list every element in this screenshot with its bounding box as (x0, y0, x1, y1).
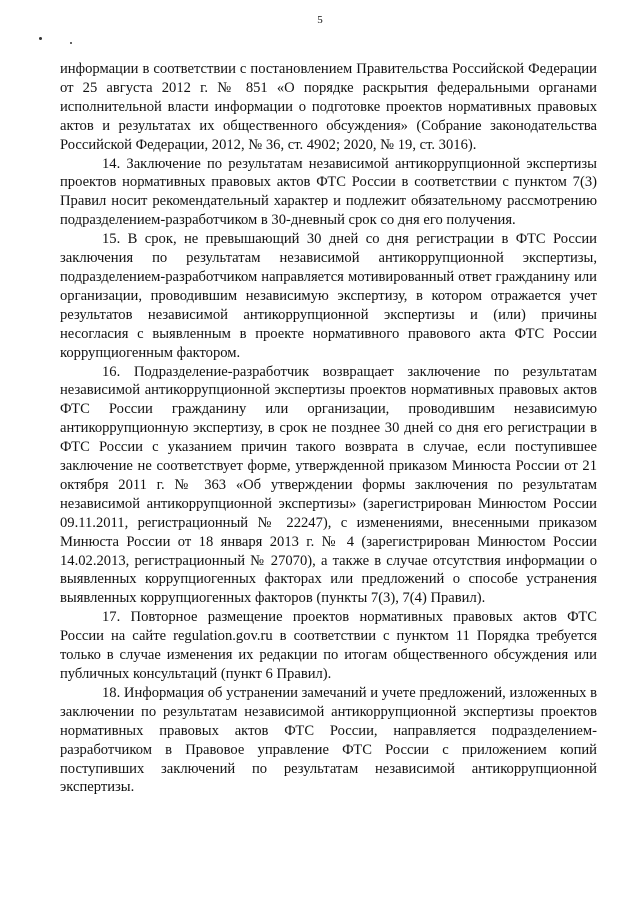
paragraph-15: 15. В срок, не превышающий 30 дней со дня регистрации в ФТС России заключения по результатам независимой антикоррупционной экспертизы, подразделением-разработчиком направляется мотивированный ответ гражданину или организации, проводившим независимую экспертизу, в котором отражается учет результатов независимой антикоррупционной экспертизы и (или) причины несогласия с выявленным в проекте нормативного правового акта ФТС России коррупциогенным фактором. (60, 231, 597, 361)
paragraph-17: 17. Повторное размещение проектов нормативных правовых актов ФТС России на сайте regulation.gov.ru в соответствии с пунктом 11 Порядка требуется только в случае изменения их редакции по итогам общественного обсуждения или публичных консультаций (пункт 6 Правил). (60, 609, 597, 682)
paragraph-14: 14. Заключение по результатам независимой антикоррупционной экспертизы проектов нормативных правовых актов ФТС России в соответствии с пунктом 7(3) Правил носит рекомендательный характер и подлежит обязательному рассмотрению подразделением-разработчиком в 30-дневный срок со дня его получения. (60, 155, 597, 229)
document-body (60, 60, 597, 797)
paragraph-13-continued: информации в соответствии с постановлением Правительства Российской Федерации от 25 августа 2012 г. № 851 «О порядке раскрытия федеральными органами исполнительной власти информации о подготовке проектов нормативных правовых актов и результатах их общественного обсуждения» (Собрание законодательства Российской Федерации, 2012, № 36, ст. 4902; 2020, № 19, ст. 3016). (60, 61, 597, 153)
paragraph-18: 18. Информация об устранении замечаний и учете предложений, изложенных в заключении по результатам независимой антикоррупционной экспертизы проектов нормативных правовых актов ФТС России, направляется подразделением-разработчиком в Правовое управление ФТС России с приложением копий поступивших заключений по результатам независимой антикоррупционной экспертизы. (60, 684, 597, 796)
page-number: 5 (317, 14, 323, 26)
paragraph-16: 16. Подразделение-разработчик возвращает заключение по результатам независимой антикоррупционной экспертизы проектов нормативных правовых актов ФТС России гражданину или организации, проводившим независимую антикоррупционную экспертизу, в срок не позднее 30 дней со дня его регистрации в ФТС России с указанием причин такого возврата в случае, если поступившее заключение не соответствует форме, утвержденной приказом Минюста России от 21 октября 2011 г. № 363 «Об утверждении формы заключения по результатам независимой антикоррупционной экспертизы» (зарегистрирован Минюстом России 09.11.2011, регистрационный № 22247), с изменениями, внесенными приказом Минюста России от 18 января 2013 г. № 4 (зарегистрирован Минюстом России 14.02.2013, регистрационный № 27070), а также в случае отсутствия информации о выявленных коррупциогенных факторах или предложений о способе устранения выявленных коррупциогенных факторов (пункты 7(3), 7(4) Правил). (60, 363, 597, 607)
scan-speck (70, 42, 72, 44)
scan-speck (39, 37, 42, 40)
